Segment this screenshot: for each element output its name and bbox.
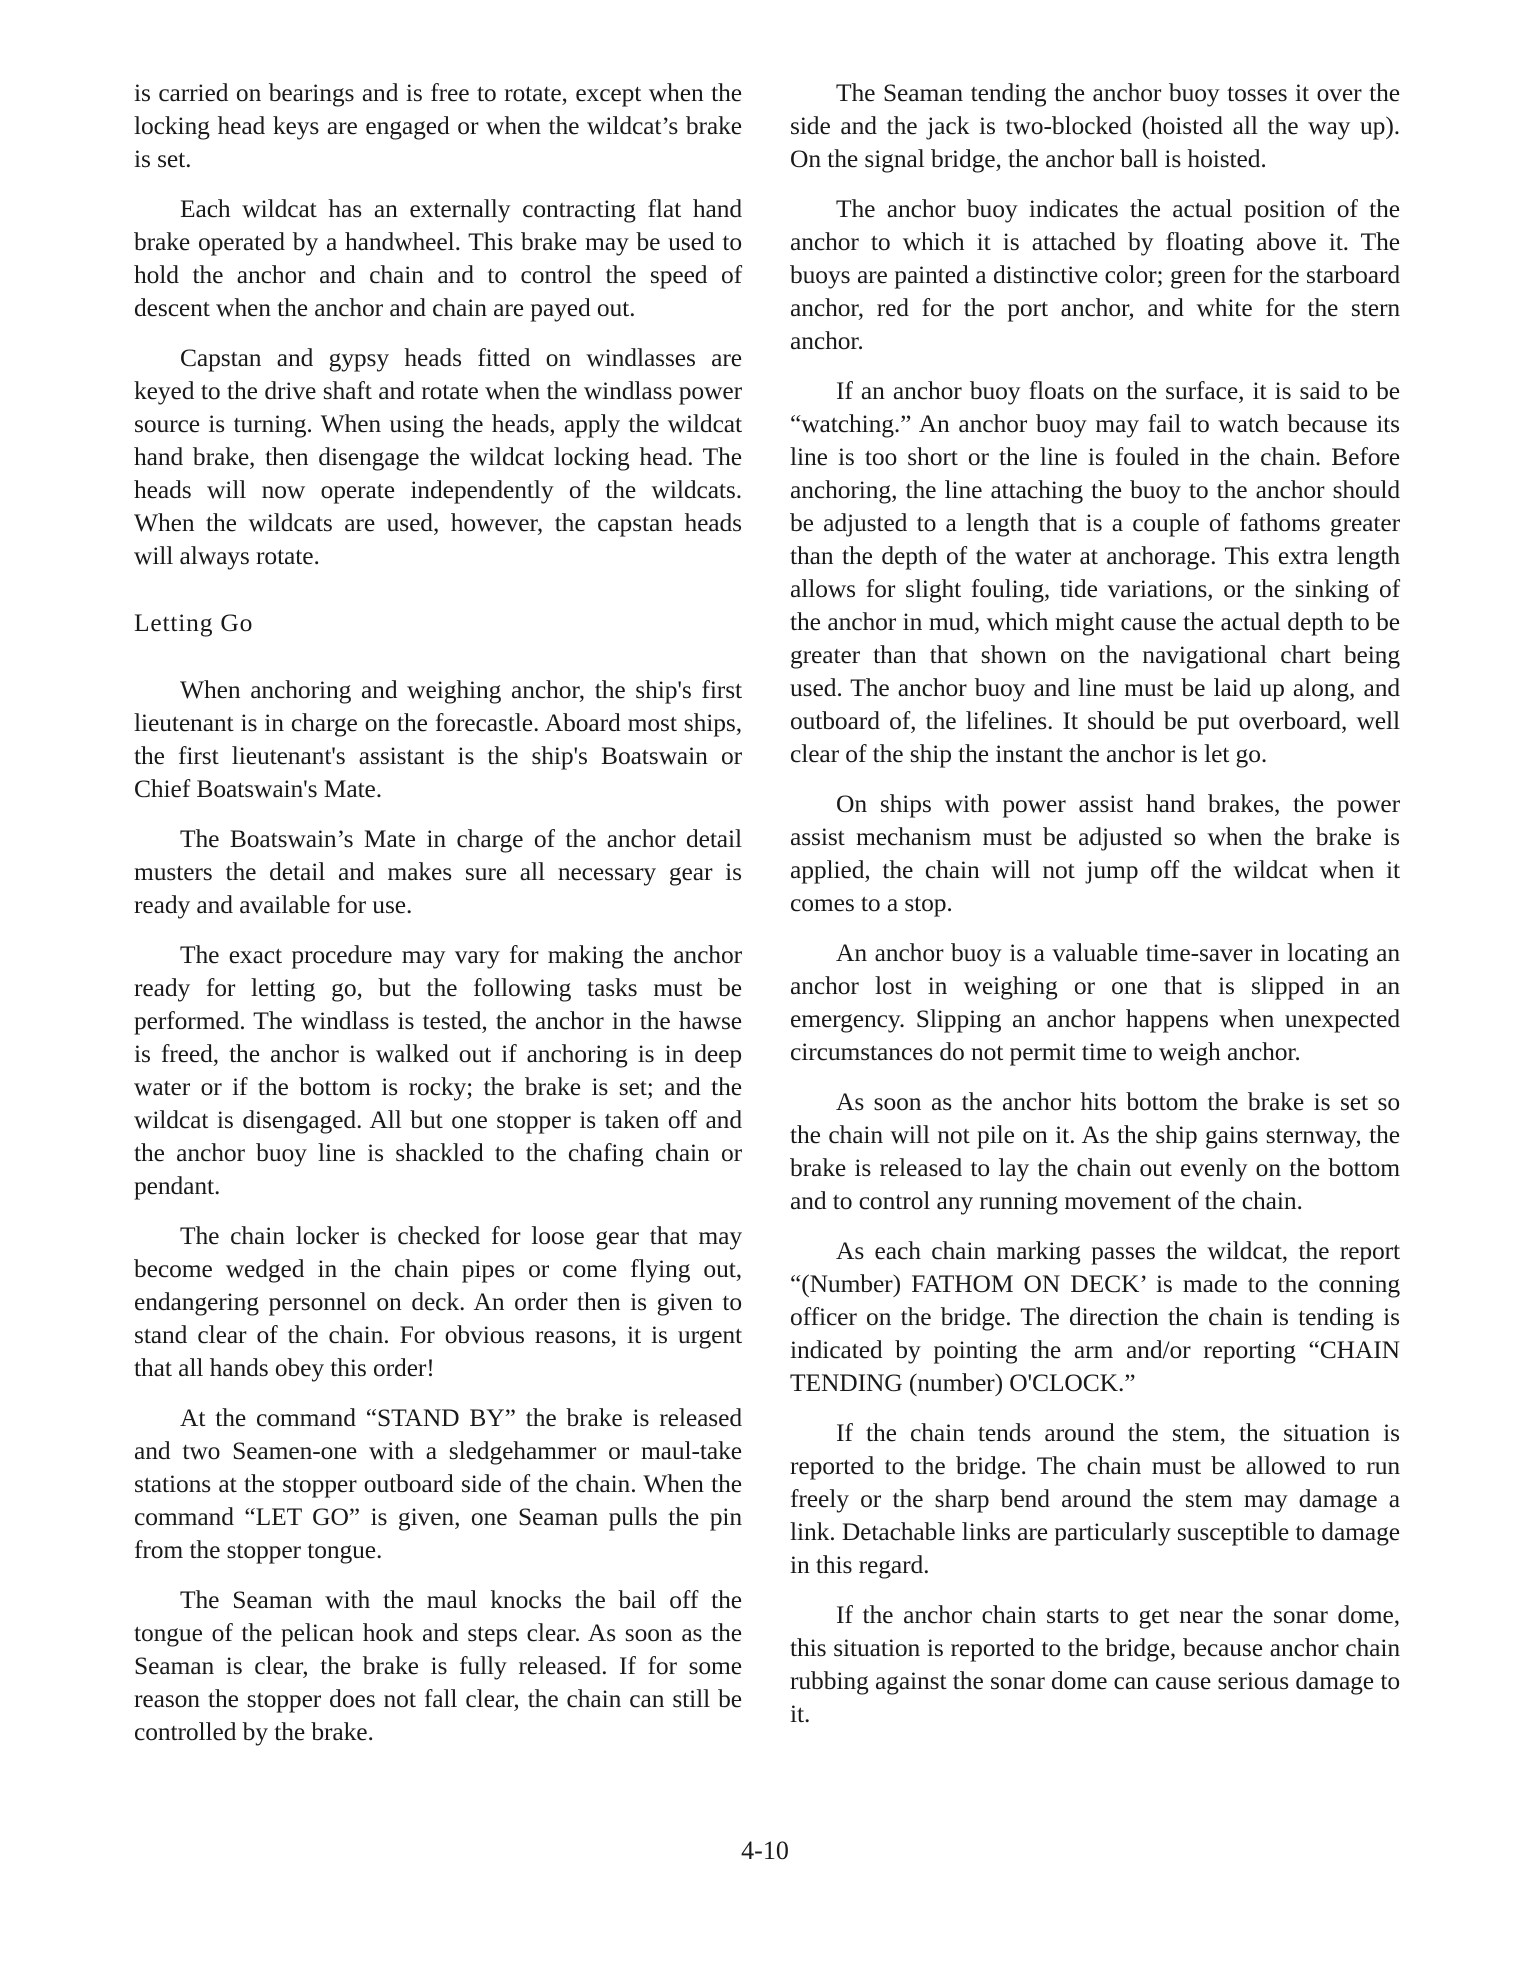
paragraph: The chain locker is checked for loose gear that may become wedged in the chain pipes or come flying out, endangering personnel on deck. An order then is given to stand clear of the chain. For obvious reasons, it is urgent that all hands obey this order! xyxy=(134,1221,742,1382)
left-column xyxy=(134,76,742,1765)
paragraph: On ships with power assist hand brakes, the power assist mechanism must be adjusted so when the brake is applied, the chain will not jump off the wildcat when it comes to a stop. xyxy=(790,789,1400,917)
paragraph: As soon as the anchor hits bottom the brake is set so the chain will not pile on it. As the ship gains sternway, the brake is released to lay the chain out evenly on the bottom and to control any running movement of the chain. xyxy=(790,1087,1400,1215)
paragraph: If the anchor chain starts to get near the sonar dome, this situation is reported to the bridge, because anchor chain rubbing against the sonar dome can cause serious damage to it. xyxy=(790,1600,1400,1728)
paragraph: The exact procedure may vary for making the anchor ready for letting go, but the following tasks must be performed. The windlass is tested, the anchor in the hawse is freed, the anchor is walked out if anchoring is in deep water or if the bottom is rocky; the brake is set; and the wildcat is disengaged. All but one stopper is taken off and the anchor buoy line is shackled to the chafing chain or pendant. xyxy=(134,940,742,1200)
paragraph: The Seaman with the maul knocks the bail off the tongue of the pelican hook and steps clear. As soon as the Seaman is clear, the brake is fully released. If for some reason the stopper does not fall clear, the chain can still be controlled by the brake. xyxy=(134,1585,742,1746)
paragraph: Capstan and gypsy heads fitted on windlasses are keyed to the drive shaft and rotate when the windlass power source is turning. When using the heads, apply the wildcat hand brake, then disengage the wildcat locking head. The heads will now operate independently of the wildcats. When the wildcats are used, however, the capstan heads will always rotate. xyxy=(134,343,742,570)
page-number: 4-10 xyxy=(741,1836,789,1865)
paragraph: As each chain marking passes the wildcat, the report “(Number) FATHOM ON DECK’ is made to the conning officer on the bridge. The direction the chain is tending is indicated by pointing the arm and/or reporting “CHAIN TENDING (number) O'CLOCK.” xyxy=(790,1236,1400,1397)
paragraph: The anchor buoy indicates the actual position of the anchor to which it is attached by floating above it. The buoys are painted a distinctive color; green for the starboard anchor, red for the port anchor, and white for the stern anchor. xyxy=(790,194,1400,355)
paragraph: If an anchor buoy floats on the surface, it is said to be “watching.” An anchor buoy may fail to watch because its line is too short or the line is fouled in the chain. Before anchoring, the line attaching the buoy to the anchor should be adjusted to a length that is a couple of fathoms greater than the depth of the water at anchorage. This extra length allows for slight fouling, tide variations, or the sinking of the anchor in mud, which might cause the actual depth to be greater than that shown on the navigational chart being used. The anchor buoy and line must be laid up along, and outboard of, the lifelines. It should be put overboard, well clear of the ship the instant the anchor is let go. xyxy=(790,376,1400,768)
paragraph: Each wildcat has an externally contracting flat hand brake operated by a handwheel. This brake may be used to hold the anchor and chain and to control the speed of descent when the anchor and chain are payed out. xyxy=(134,194,742,322)
paragraph: At the command “STAND BY” the brake is released and two Seamen-one with a sledgehammer or maul-take stations at the stopper outboard side of the chain. When the command “LET GO” is given, one Seaman pulls the pin from the stopper tongue. xyxy=(134,1403,742,1564)
right-column xyxy=(790,76,1400,1747)
paragraph: The Seaman tending the anchor buoy tosses it over the side and the jack is two-blocked (hoisted all the way up). On the signal bridge, the anchor ball is hoisted. xyxy=(790,78,1400,173)
paragraph: The Boatswain’s Mate in charge of the anchor detail musters the detail and makes sure all necessary gear is ready and available for use. xyxy=(134,824,742,919)
paragraph: If the chain tends around the stem, the situation is reported to the bridge. The chain must be allowed to run freely or the sharp bend around the stem may damage a link. Detachable links are particularly susceptible to damage in this regard. xyxy=(790,1418,1400,1579)
paragraph: is carried on bearings and is free to rotate, except when the locking head keys are engaged or when the wildcat’s brake is set. xyxy=(134,78,742,173)
paragraph: When anchoring and weighing anchor, the ship's first lieutenant is in charge on the forecastle. Aboard most ships, the first lieutenant's assistant is the ship's Boatswain or Chief Boatswain's Mate. xyxy=(134,675,742,803)
section-heading: Letting Go xyxy=(134,608,254,637)
paragraph: An anchor buoy is a valuable time-saver in locating an anchor lost in weighing or one that is slipped in an emergency. Slipping an anchor happens when unexpected circumstances do not permit time to weigh anchor. xyxy=(790,938,1400,1066)
